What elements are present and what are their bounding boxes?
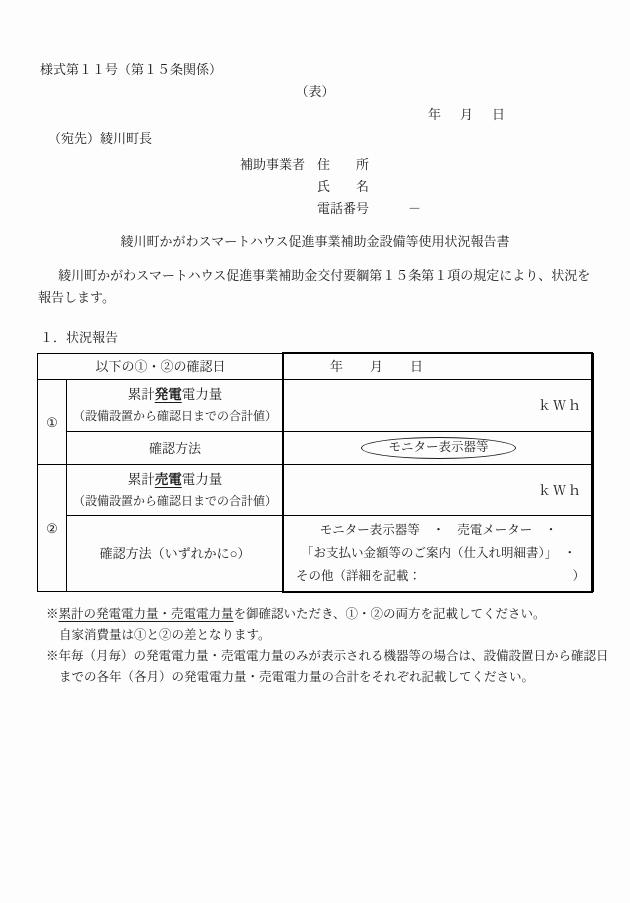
- generated-emphasis: 発電: [154, 387, 182, 402]
- note-marker: ※: [46, 607, 59, 621]
- confirm-date-label: 以下の①・②の確認日: [38, 354, 284, 380]
- item1-number: ①: [38, 380, 67, 465]
- applicant-block: [240, 154, 630, 220]
- note1-line1: ※累計の発電電力量・売電電力量を御確認いただき、①・②の両方を記載してください。: [46, 607, 546, 621]
- cumulative-sold-power-label: [67, 465, 284, 516]
- address-label: 住 所: [317, 157, 370, 172]
- sold-power-subtitle: （設備設置から確認日までの合計値）: [72, 493, 277, 508]
- method-option-line1: モニター表示器等 ・ 売電メーター ・: [319, 523, 558, 537]
- section-heading: １．状況報告: [40, 330, 119, 345]
- note2-line2: までの各年（各月）の発電電力量・売電電力量の合計をそれぞれ記載してください。: [59, 670, 535, 684]
- confirm-date-value-cell: 年 月 日: [284, 354, 594, 380]
- table-row: [38, 516, 594, 592]
- generated-power-subtitle: （設備設置から確認日までの合計値）: [72, 409, 277, 423]
- addressee: （宛先）綾川町長: [48, 131, 153, 146]
- phone-label: 電話番号 －: [317, 201, 422, 216]
- method-other-close-paren: ）: [572, 569, 585, 583]
- sold-emphasis: 売電: [154, 471, 182, 487]
- item2-number: ②: [38, 465, 67, 592]
- status-report-table: [37, 353, 594, 592]
- generated-power-title: 累計発電電力量: [127, 387, 223, 402]
- method-other-label: その他（詳細を記載：: [296, 569, 422, 583]
- item1-method-value-cell: [284, 432, 594, 465]
- table-row: [38, 380, 594, 432]
- item2-method-label: 確認方法（いずれかに○）: [67, 516, 284, 592]
- form-number: 様式第１１号（第１５条関係）: [40, 62, 223, 77]
- note-marker: ※: [46, 649, 59, 663]
- note1-line2: 自家消費量は①と②の差となります。: [59, 628, 271, 642]
- monitor-display-ellipse: モニター表示器等: [361, 437, 515, 459]
- sold-power-value-cell: ｋＷｈ: [284, 465, 594, 516]
- table-row: [38, 465, 594, 516]
- method-option-line2: 「お支払い金額等のご案内（仕入れ明細書）」 ・: [300, 546, 576, 560]
- cumulative-generated-power-label: [67, 380, 284, 432]
- method-option-line3: [292, 565, 585, 588]
- table-row: [38, 432, 594, 465]
- item2-method-value-cell: [284, 516, 594, 592]
- sold-power-title: 累計売電電力量: [127, 471, 223, 487]
- note1-underlined: 累計の発電電力量・売電電力量: [58, 607, 234, 621]
- document-title: 綾川町かがわスマートハウス促進事業補助金設備等使用状況報告書: [120, 234, 510, 249]
- item1-method-label: 確認方法: [67, 432, 284, 465]
- table-row: [38, 354, 594, 380]
- applicant-label: 補助事業者: [240, 157, 306, 172]
- applicant-fields: [317, 154, 421, 220]
- body-paragraph: 綾川町かがわスマートハウス促進事業補助金交付要綱第１５条第１項の規定により、状況を報告します。: [38, 268, 591, 305]
- generated-power-value-cell: ｋＷｈ: [284, 380, 594, 432]
- note2-line1: ※年毎（月毎）の発電電力量・売電電力量のみが表示される機器等の場合は、設備設置日から確認日: [46, 649, 609, 663]
- date-line: 年 月 日: [427, 107, 508, 122]
- footnotes: [46, 604, 630, 688]
- name-label: 氏 名: [317, 179, 370, 194]
- side-label: （表）: [295, 84, 335, 99]
